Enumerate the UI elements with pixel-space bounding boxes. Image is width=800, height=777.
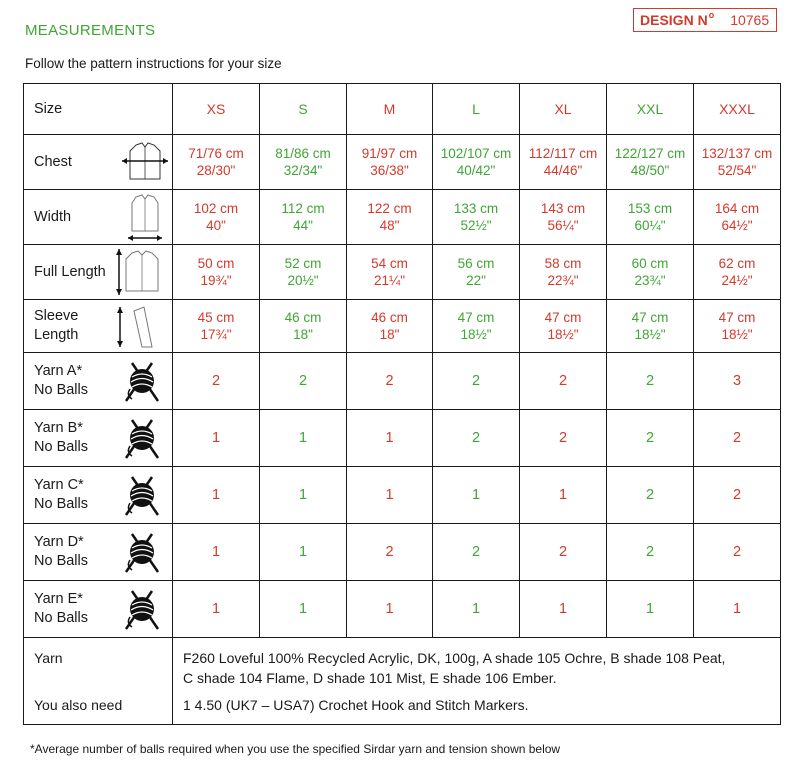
- value-inches: 18": [293, 327, 313, 342]
- value-cm: 45 cm: [197, 310, 235, 325]
- value-cm: 47 cm: [544, 310, 582, 325]
- measurement-value: [260, 245, 347, 300]
- yarn-row: [24, 467, 781, 524]
- yarn-ball-count: 1: [607, 581, 694, 638]
- value-inches: 19¾": [200, 273, 232, 288]
- measurement-label-cell: [24, 190, 173, 245]
- value-cm: 56 cm: [457, 256, 495, 271]
- value-inches: 56¼": [547, 218, 579, 233]
- value-cm: 52 cm: [284, 256, 322, 271]
- yarn-row: [24, 410, 781, 467]
- measurement-value: [173, 245, 260, 300]
- measurement-value: [433, 190, 520, 245]
- yarn-ball-count: 1: [260, 524, 347, 581]
- yarn-balls-label: No Balls: [34, 496, 88, 512]
- measurement-row: [24, 190, 781, 245]
- yarn-ball-count: 1: [520, 467, 607, 524]
- design-number: 10765: [730, 12, 770, 28]
- measurement-label-cell: [24, 245, 173, 300]
- measurement-value: [260, 190, 347, 245]
- size-header-xl: XL: [520, 84, 607, 135]
- yarn-label-cell: [24, 581, 173, 638]
- also-need-label: You also need: [34, 696, 123, 713]
- measurement-value: [347, 135, 433, 190]
- size-header-l: L: [433, 84, 520, 135]
- yarn-ball-count: 2: [694, 467, 781, 524]
- measurement-value: [607, 245, 694, 300]
- yarn-ball-count: 1: [433, 581, 520, 638]
- yarn-ball-count: 1: [520, 581, 607, 638]
- value-cm: 50 cm: [197, 256, 235, 271]
- measurement-row: [24, 245, 781, 300]
- measurements-table: [23, 83, 781, 725]
- intro-text: Follow the pattern instructions for your size: [25, 56, 282, 71]
- value-inches: 18½": [460, 327, 492, 342]
- page-title: MEASUREMENTS: [25, 22, 156, 39]
- also-need-text: 1 4.50 (UK7 – USA7) Crochet Hook and Stitch Markers.: [183, 696, 529, 713]
- value-cm: 164 cm: [714, 201, 760, 216]
- yarn-ball-count: 2: [173, 353, 260, 410]
- yarn-balls-label: No Balls: [34, 553, 88, 569]
- measurement-value: [433, 245, 520, 300]
- value-inches: 18½": [547, 327, 579, 342]
- spacer: [183, 688, 780, 695]
- value-inches: 36/38": [370, 163, 409, 178]
- chest-diagram-icon: [120, 139, 170, 191]
- yarn-ball-count: 2: [347, 353, 433, 410]
- yarn-balls-label: No Balls: [34, 610, 88, 626]
- yarn-description-line1: F260 Loveful 100% Recycled Acrylic, DK, 100g, A shade 105 Ochre, B shade 108 Peat,: [183, 649, 726, 666]
- value-inches: 18": [379, 327, 400, 342]
- value-cm: 132/137 cm: [701, 146, 773, 161]
- yarn-ball-count: 2: [694, 524, 781, 581]
- yarn-label-cell: [24, 524, 173, 581]
- size-header-xxxl: XXXL: [694, 84, 781, 135]
- value-cm: 47 cm: [718, 310, 756, 325]
- value-cm: 47 cm: [631, 310, 669, 325]
- measurement-label-cell: [24, 300, 173, 353]
- yarn-info-text: [173, 638, 781, 725]
- yarn-ball-count: 1: [260, 410, 347, 467]
- yarn-ball-icon: [122, 359, 162, 409]
- yarn-ball-count: 2: [607, 410, 694, 467]
- measurement-value: [694, 190, 781, 245]
- measurement-label-cell: [24, 135, 173, 190]
- design-number-box: [633, 8, 777, 32]
- yarn-ball-icon: [122, 530, 162, 580]
- value-cm: 112 cm: [281, 201, 325, 216]
- yarn-ball-count: 1: [433, 467, 520, 524]
- value-inches: 23¾": [634, 273, 666, 288]
- value-cm: 81/86 cm: [275, 146, 331, 161]
- measurement-value: [694, 300, 781, 353]
- value-inches: 64½": [721, 218, 753, 233]
- yarn-ball-count: 2: [260, 353, 347, 410]
- yarn-ball-count: 2: [694, 410, 781, 467]
- value-cm: 133 cm: [453, 201, 499, 216]
- measurement-value: [694, 245, 781, 300]
- value-inches: 17¾": [200, 327, 232, 342]
- sleeve-diagram-icon: [112, 303, 162, 357]
- size-row: [24, 84, 781, 135]
- value-cm: 60 cm: [631, 256, 669, 271]
- yarn-ball-count: 1: [173, 467, 260, 524]
- value-inches: 48": [379, 218, 400, 233]
- value-cm: 122 cm: [367, 201, 412, 216]
- measurement-row: [24, 135, 781, 190]
- measurement-value: [173, 135, 260, 190]
- yarn-label-cell: [24, 353, 173, 410]
- measurement-value: [433, 300, 520, 353]
- yarn-ball-count: 2: [433, 353, 520, 410]
- measurement-value: [347, 190, 433, 245]
- value-inches: 28/30": [196, 163, 236, 178]
- measurement-value: [520, 245, 607, 300]
- value-inches: 40/42": [456, 163, 496, 178]
- yarn-ball-count: 2: [607, 467, 694, 524]
- value-inches: 18½": [634, 327, 666, 342]
- yarn-ball-count: 2: [607, 353, 694, 410]
- value-inches: 18½": [721, 327, 753, 342]
- yarn-ball-count: 1: [173, 581, 260, 638]
- yarn-ball-count: 2: [607, 524, 694, 581]
- value-inches: 60¼": [634, 218, 666, 233]
- value-cm: 71/76 cm: [188, 146, 244, 161]
- value-cm: 122/127 cm: [614, 146, 686, 161]
- size-label: Size: [24, 84, 173, 135]
- yarn-ball-count: 2: [433, 410, 520, 467]
- yarn-row: [24, 524, 781, 581]
- measurement-value: [347, 300, 433, 353]
- value-cm: 58 cm: [544, 256, 582, 271]
- size-header-xxl: XXL: [607, 84, 694, 135]
- measurement-label: Width: [34, 208, 72, 225]
- value-cm: 91/97 cm: [361, 146, 418, 161]
- value-cm: 102/107 cm: [440, 146, 512, 161]
- measurement-value: [260, 300, 347, 353]
- value-inches: 52/54": [717, 163, 757, 178]
- measurement-value: [520, 190, 607, 245]
- value-inches: 21¼": [373, 273, 406, 288]
- length-diagram-icon: [114, 247, 164, 303]
- value-inches: 52½": [460, 218, 492, 233]
- value-cm: 47 cm: [457, 310, 495, 325]
- measurement-value: [347, 245, 433, 300]
- measurement-value: [607, 300, 694, 353]
- measurement-value: [607, 135, 694, 190]
- measurement-label: Full Length: [34, 263, 106, 280]
- measurement-value: [520, 300, 607, 353]
- yarn-ball-count: 1: [347, 581, 433, 638]
- measurement-label-line2: Length: [34, 327, 79, 343]
- yarn-ball-count: 1: [347, 410, 433, 467]
- yarn-label-cell: [24, 410, 173, 467]
- value-cm: 143 cm: [540, 201, 586, 216]
- yarn-ball-count: 1: [694, 581, 781, 638]
- value-inches: 22": [466, 273, 486, 288]
- yarn-ball-count: 1: [260, 467, 347, 524]
- value-cm: 46 cm: [284, 310, 322, 325]
- size-header-xs: XS: [173, 84, 260, 135]
- yarn-ball-count: 1: [173, 524, 260, 581]
- yarn-ball-count: 3: [694, 353, 781, 410]
- yarn-row: [24, 353, 781, 410]
- measurement-value: [260, 135, 347, 190]
- yarn-label-cell: [24, 467, 173, 524]
- yarn-ball-count: 2: [347, 524, 433, 581]
- measurement-value: [694, 135, 781, 190]
- value-inches: 44/46": [543, 163, 583, 178]
- measurement-row: [24, 300, 781, 353]
- yarn-ball-count: 1: [347, 467, 433, 524]
- value-inches: 24½": [721, 273, 753, 288]
- yarn-ball-icon: [122, 416, 162, 466]
- yarn-label: Yarn D*: [34, 534, 84, 550]
- yarn-label: Yarn A*: [34, 363, 83, 379]
- measurement-label: Sleeve: [34, 308, 79, 324]
- value-inches: 44": [293, 218, 313, 233]
- measurement-value: [520, 135, 607, 190]
- value-cm: 112/117 cm: [528, 146, 598, 161]
- measurement-value: [173, 300, 260, 353]
- yarn-ball-count: 1: [173, 410, 260, 467]
- measurement-value: [433, 135, 520, 190]
- yarn-ball-count: 2: [433, 524, 520, 581]
- yarn-label: Yarn E*: [34, 591, 83, 607]
- design-label-sup: o: [708, 10, 715, 20]
- measurement-label: Chest: [34, 153, 72, 170]
- value-inches: 40": [206, 218, 226, 233]
- yarn-label: Yarn B*: [34, 420, 83, 436]
- yarn-ball-icon: [122, 473, 162, 523]
- yarn-row: [24, 581, 781, 638]
- value-inches: 22¾": [547, 273, 579, 288]
- yarn-info-labels: [24, 638, 173, 725]
- design-label: DESIGN N: [640, 12, 708, 28]
- yarn-ball-count: 2: [520, 353, 607, 410]
- value-cm: 62 cm: [718, 256, 756, 271]
- spacer: [34, 668, 172, 695]
- yarn-ball-count: 2: [520, 524, 607, 581]
- yarn-description-line2: C shade 104 Flame, D shade 101 Mist, E shade 106 Ember.: [183, 669, 557, 686]
- value-inches: 32/34": [283, 163, 323, 178]
- value-cm: 102 cm: [193, 201, 239, 216]
- yarn-balls-label: No Balls: [34, 382, 88, 398]
- width-diagram-icon: [120, 193, 170, 249]
- yarn-ball-count: 1: [260, 581, 347, 638]
- yarn-label: Yarn C*: [34, 477, 84, 493]
- footnote: *Average number of balls required when you use the specified Sirdar yarn and tension shown below: [30, 742, 561, 756]
- value-cm: 153 cm: [627, 201, 673, 216]
- value-cm: 54 cm: [371, 256, 408, 271]
- size-header-m: M: [347, 84, 433, 135]
- yarn-info-row: [24, 638, 781, 725]
- measurement-value: [607, 190, 694, 245]
- measurement-value: [173, 190, 260, 245]
- value-cm: 46 cm: [371, 310, 408, 325]
- value-inches: 48/50": [630, 163, 670, 178]
- size-header-s: S: [260, 84, 347, 135]
- yarn-ball-count: 2: [520, 410, 607, 467]
- yarn-ball-icon: [122, 587, 162, 637]
- yarn-balls-label: No Balls: [34, 439, 88, 455]
- value-inches: 20½": [287, 273, 319, 288]
- yarn-info-label: Yarn: [34, 649, 63, 666]
